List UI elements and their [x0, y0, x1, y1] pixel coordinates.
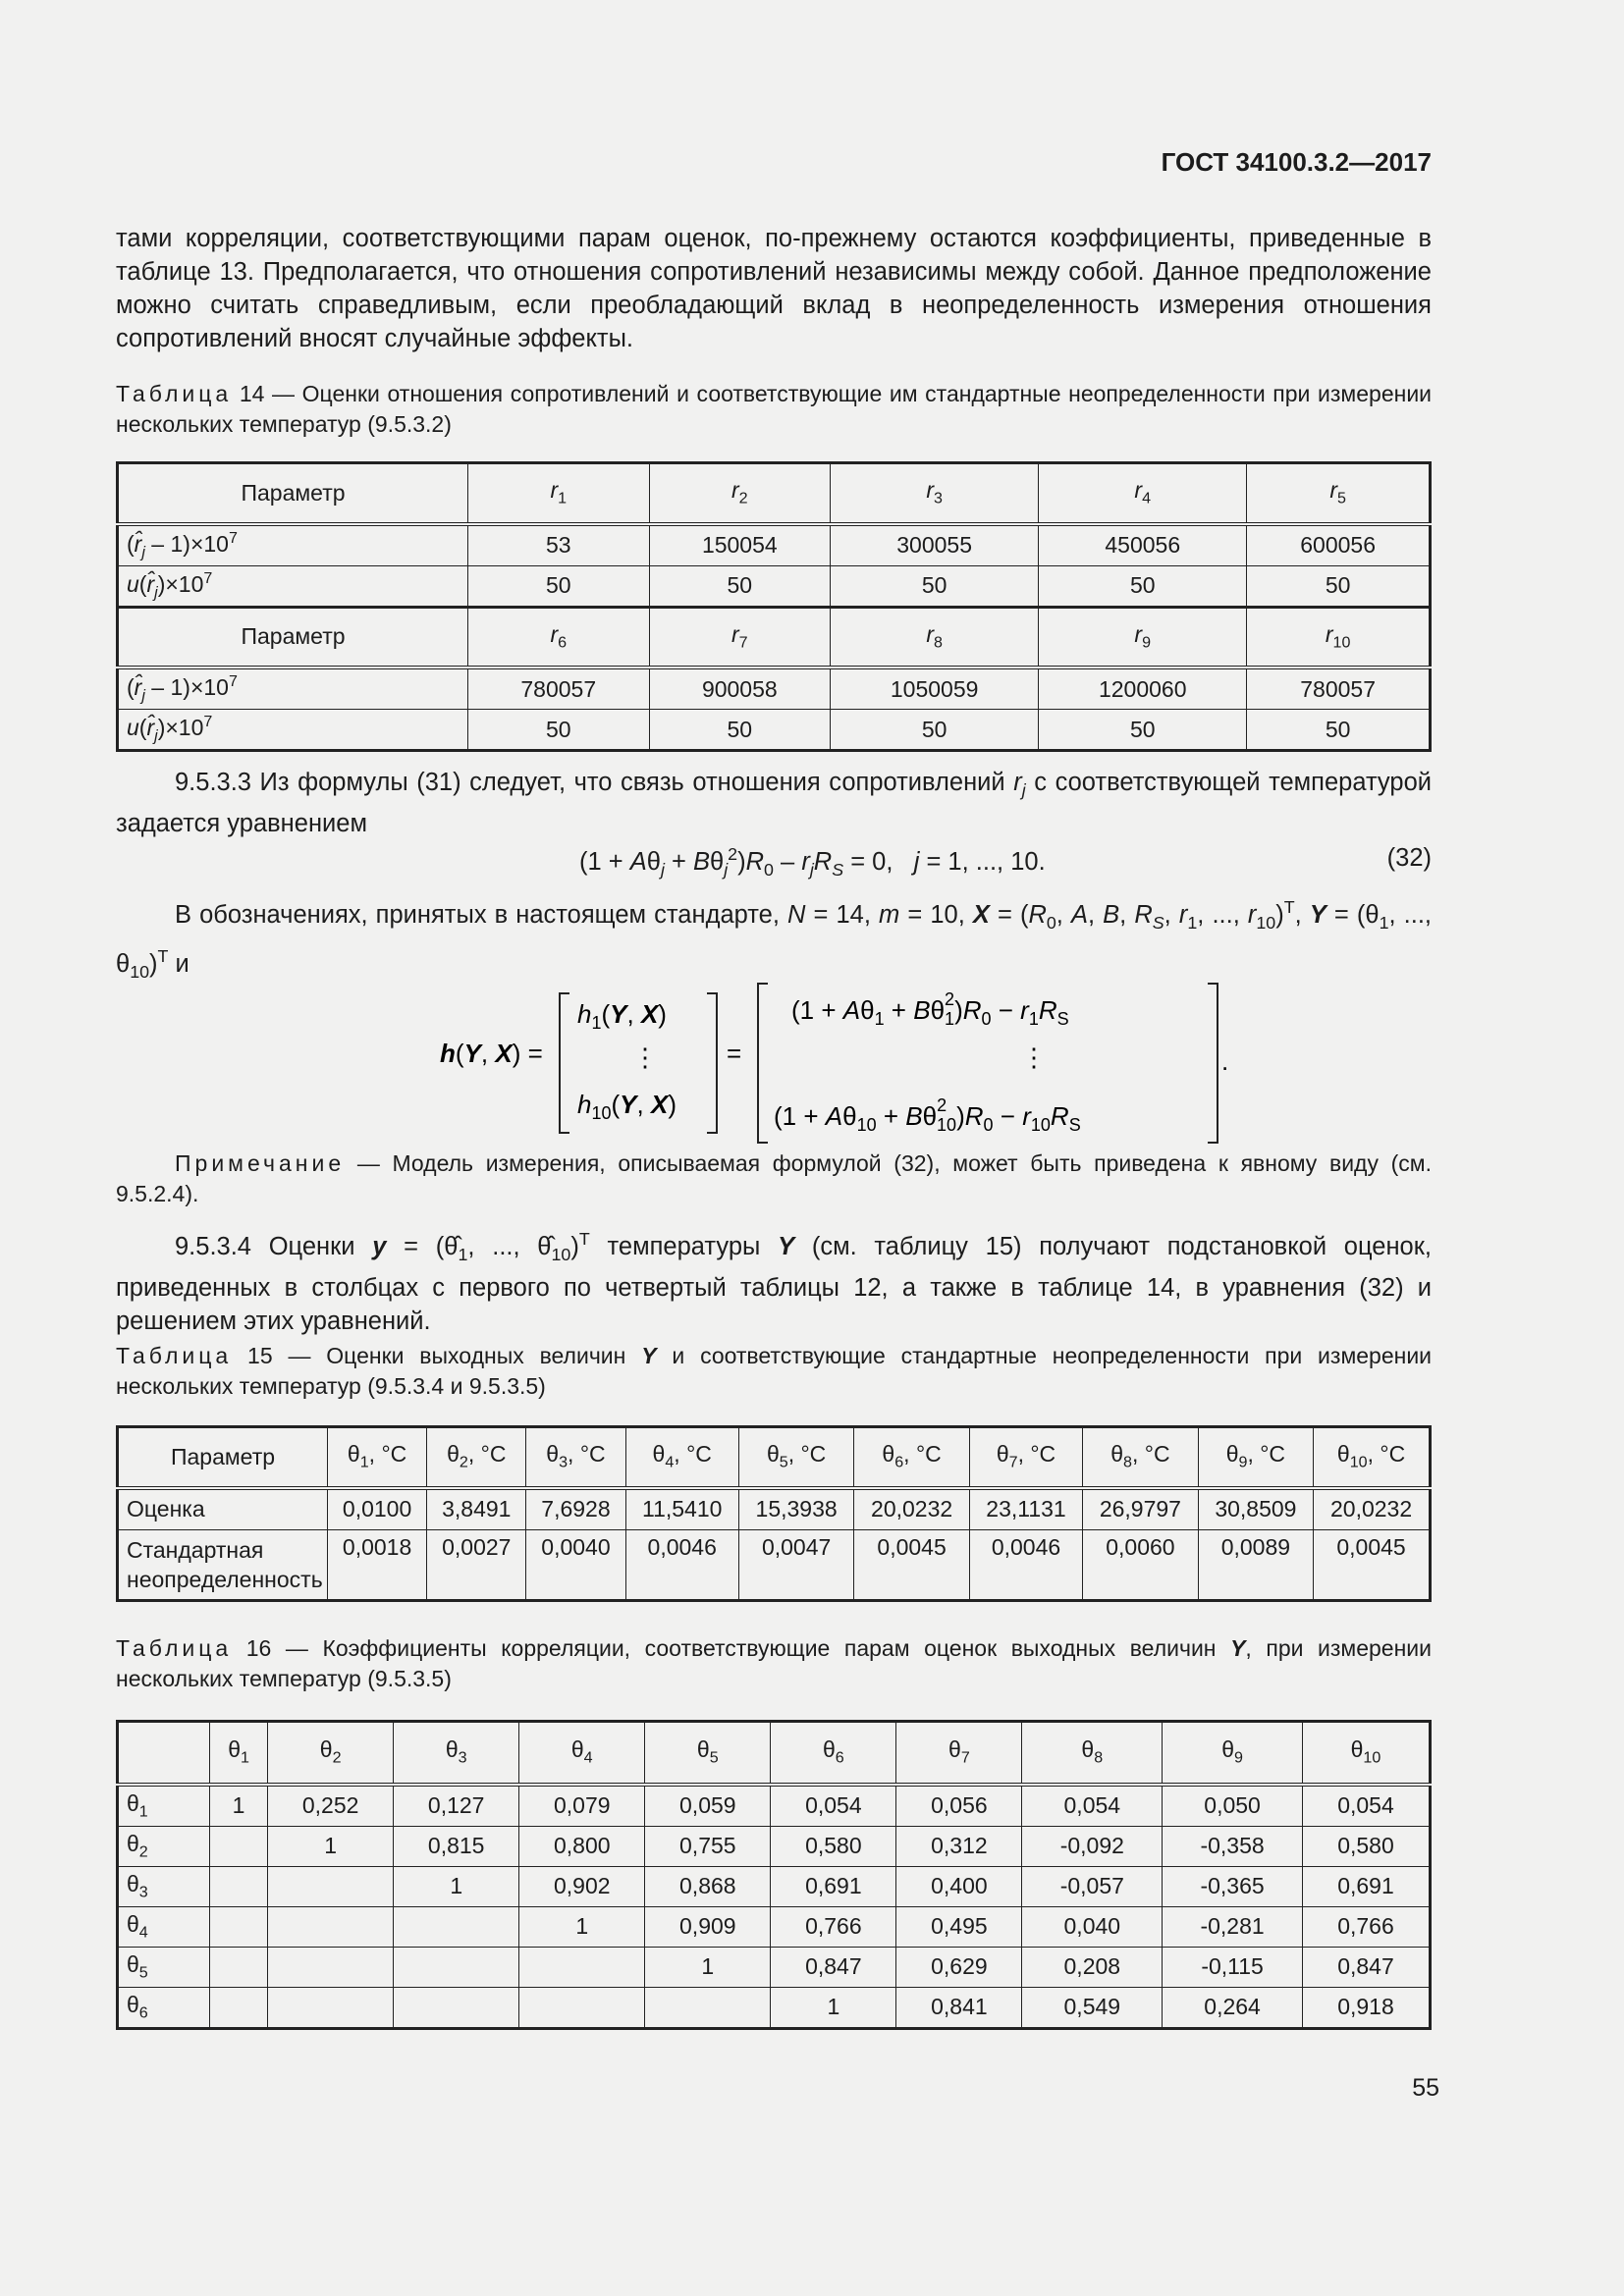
- col-header: $\theta_{10}$, °С: [1314, 1427, 1431, 1488]
- cell: [210, 1947, 268, 1987]
- cell: 50: [1039, 565, 1247, 607]
- cell: -0,358: [1163, 1826, 1303, 1866]
- cell: 0,549: [1022, 1987, 1163, 2028]
- document-header: ГОСТ 34100.3.2—2017: [1161, 147, 1432, 177]
- cell: 0,0060: [1083, 1529, 1198, 1600]
- svg-text:h(Y, X) =: h(Y, X) =: [440, 1039, 543, 1068]
- equation-32: $(1 + A\theta_j + B\theta_j^2)R_0 - r_jR_S = 0$, j = 1, ..., 10.: [579, 844, 1046, 881]
- table14-label: Таблица: [116, 381, 233, 406]
- col-header: $r_3$: [831, 463, 1039, 524]
- svg-text:⋮: ⋮: [1021, 1042, 1047, 1072]
- col-header: $\theta_2$: [268, 1722, 394, 1785]
- cell: 0,050: [1163, 1785, 1303, 1827]
- para-9534-text: 9.5.3.4 Оценки $y = (\thetâ_1$, ..., $\thetâ_{10})^T$ температуры Y (см. таблицу 15) получают подстановкой оценок, приведенных в столбцах с первого по четвертый таблицы 12, а также в таблице 14, в уравнения (32) и решением этих уравнений.: [116, 1229, 1432, 1336]
- cell: 0,0027: [427, 1529, 526, 1600]
- cell: 0,902: [519, 1866, 645, 1906]
- cell: [519, 1947, 645, 1987]
- cell: 150054: [649, 524, 831, 566]
- cell: 23,1131: [969, 1488, 1082, 1530]
- table-row: [118, 1785, 1431, 1827]
- cell: 15,3938: [738, 1488, 853, 1530]
- cell: 0,054: [1022, 1785, 1163, 1827]
- cell: 600056: [1247, 524, 1431, 566]
- intro-paragraph: тами корреляции, соответствующими парам оценок, по-прежнему остаются коэффициенты, приведенные в таблице 13. Предполагается, что отношения сопротивлений независимы между собой. Данное предположение можно считать справедливым, если преобладающий вклад в неопределенность измерения отношения сопротивлений вносят случайные эффекты.: [116, 225, 1432, 352]
- cell: 50: [831, 565, 1039, 607]
- cell: 50: [468, 710, 650, 751]
- cell: 20,0232: [854, 1488, 969, 1530]
- table14-grid: [116, 461, 1432, 752]
- table-row: [118, 1427, 1431, 1488]
- cell: [210, 1826, 268, 1866]
- table16-label: Таблица: [116, 1635, 233, 1661]
- row-label: Оценка: [118, 1488, 328, 1530]
- row-label: $(r̂_j - 1)\times 10^7$: [118, 524, 468, 566]
- table-row: [118, 1866, 1431, 1906]
- note-text: — Модель измерения, описываемая формулой (32), может быть приведена к явному виду (см. 9.5.2.4).: [116, 1150, 1433, 1206]
- cell: 0,0045: [1314, 1529, 1431, 1600]
- table-row: [118, 1826, 1431, 1866]
- table-row: [118, 1722, 1431, 1785]
- para-9533: [116, 766, 1432, 840]
- cell: [394, 1947, 519, 1987]
- col-header: $r_{10}$: [1247, 607, 1431, 667]
- cell: 900058: [649, 667, 831, 710]
- col-header: $\theta_7$: [896, 1722, 1022, 1785]
- col-header: $\theta_2$, °С: [427, 1427, 526, 1488]
- svg-text:(1 + Aθ1 + Bθ12)R0 − r1RS: $(1 + A\theta_1 + B\theta_12)R_0 - r_1R_S$: [791, 989, 1069, 1029]
- cell: 1: [519, 1906, 645, 1947]
- col-header: $r_8$: [831, 607, 1039, 667]
- cell: 30,8509: [1198, 1488, 1313, 1530]
- para-notation-text: В обозначениях, принятых в настоящем стандарте, N = 14, m = 10, $X = (R_0$, A, B, $R_S$, $r_1$, ..., $r_{10})^T$, $Y = (\theta_1$, ..., $\theta_{10})^T$ и: [116, 897, 1433, 983]
- cell: 0,0046: [625, 1529, 738, 1600]
- cell: [210, 1987, 268, 2028]
- cell: 50: [1247, 565, 1431, 607]
- col-header: $\theta_3$: [394, 1722, 519, 1785]
- row-label: $\theta_2$: [118, 1826, 210, 1866]
- page-number: 55: [1412, 2074, 1439, 2102]
- cell: 1200060: [1039, 667, 1247, 710]
- cell: 0,847: [1302, 1947, 1430, 1987]
- param-header: Параметр: [118, 607, 468, 667]
- row-label: $\theta_6$: [118, 1987, 210, 2028]
- table-row: [118, 1906, 1431, 1947]
- note-label: Примечание: [175, 1150, 346, 1176]
- cell: 450056: [1039, 524, 1247, 566]
- table-row: [118, 667, 1431, 710]
- cell: [268, 1987, 394, 2028]
- cell: 50: [649, 565, 831, 607]
- cell: 780057: [468, 667, 650, 710]
- cell: 11,5410: [625, 1488, 738, 1530]
- cell: -0,115: [1163, 1947, 1303, 1987]
- cell: 1: [394, 1866, 519, 1906]
- col-header: $r_2$: [649, 463, 831, 524]
- col-header: $\theta_5$, °С: [738, 1427, 853, 1488]
- cell: 0,755: [645, 1826, 771, 1866]
- cell: [645, 1987, 771, 2028]
- para-notation: [116, 890, 1432, 988]
- cell: [394, 1906, 519, 1947]
- col-header: $r_4$: [1039, 463, 1247, 524]
- cell: 0,208: [1022, 1947, 1163, 1987]
- cell: 0,909: [645, 1906, 771, 1947]
- cell: -0,057: [1022, 1866, 1163, 1906]
- table-row: [118, 1529, 1431, 1600]
- cell: 0,580: [1302, 1826, 1430, 1866]
- col-header: $r_5$: [1247, 463, 1431, 524]
- cell: [268, 1866, 394, 1906]
- cell: 0,056: [896, 1785, 1022, 1827]
- row-label: $u(r̂_j)\times 10^7$: [118, 565, 468, 607]
- col-header: $\theta_{10}$: [1302, 1722, 1430, 1785]
- cell: 0,800: [519, 1826, 645, 1866]
- col-header: $r_9$: [1039, 607, 1247, 667]
- cell: 50: [831, 710, 1039, 751]
- col-header: $\theta_7$, °С: [969, 1427, 1082, 1488]
- param-header: Параметр: [118, 1427, 328, 1488]
- col-header: $\theta_1$, °С: [328, 1427, 427, 1488]
- cell: -0,281: [1163, 1906, 1303, 1947]
- cell: 0,766: [771, 1906, 896, 1947]
- cell: 50: [649, 710, 831, 751]
- svg-text:h10(Y, X): $h_{10}(Y$, X): [577, 1090, 677, 1123]
- table14-caption-text: 14 — Оценки отношения сопротивлений и соответствующие им стандартные неопределенности при измерении нескольких температур (9.5.3.2): [116, 381, 1433, 437]
- row-label: $(r̂_j - 1)\times 10^7$: [118, 667, 468, 710]
- cell: 0,766: [1302, 1906, 1430, 1947]
- cell: 0,252: [268, 1785, 394, 1827]
- svg-text:=: =: [727, 1039, 742, 1068]
- svg-text:(1 + Aθ10 + Bθ102)R0 − r10RS: ($1 + A\theta_{10} + B\theta_{10}2$ )$R_0 - r_{10}R_S$: [774, 1095, 1081, 1135]
- row-label: Стандартная неопределенность: [118, 1529, 328, 1600]
- cell: 0,0018: [328, 1529, 427, 1600]
- cell: 0,0045: [854, 1529, 969, 1600]
- cell: 20,0232: [1314, 1488, 1431, 1530]
- col-header: $\theta_6$, °С: [854, 1427, 969, 1488]
- cell: 780057: [1247, 667, 1431, 710]
- cell: 0,580: [771, 1826, 896, 1866]
- col-header: $\theta_3$, °С: [526, 1427, 625, 1488]
- col-header: $r_1$: [468, 463, 650, 524]
- svg-text:h1(Y, X): $h_1(Y$, X): [577, 999, 667, 1033]
- table-row: [118, 1947, 1431, 1987]
- cell: 0,629: [896, 1947, 1022, 1987]
- cell: 0,079: [519, 1785, 645, 1827]
- col-header: $\theta_5$: [645, 1722, 771, 1785]
- cell: 1050059: [831, 667, 1039, 710]
- cell: 1: [268, 1826, 394, 1866]
- col-header: $\theta_1$: [210, 1722, 268, 1785]
- cell: [210, 1866, 268, 1906]
- corner-cell: [118, 1722, 210, 1785]
- row-label: $\theta_5$: [118, 1947, 210, 1987]
- row-label: $\theta_1$: [118, 1785, 210, 1827]
- cell: 0,815: [394, 1826, 519, 1866]
- cell: 0,0046: [969, 1529, 1082, 1600]
- col-header: $\theta_4$, °С: [625, 1427, 738, 1488]
- equation-number: (32): [1386, 844, 1432, 872]
- table15-label: Таблица: [116, 1343, 233, 1368]
- cell: 0,059: [645, 1785, 771, 1827]
- table-row: [118, 1987, 1431, 2028]
- cell: 300055: [831, 524, 1039, 566]
- col-header: $\theta_4$: [519, 1722, 645, 1785]
- cell: 1: [645, 1947, 771, 1987]
- col-header: $\theta_8$, °С: [1083, 1427, 1198, 1488]
- table15-grid: [116, 1425, 1432, 1602]
- svg-text:.: .: [1221, 1046, 1229, 1076]
- table14: [116, 461, 1432, 752]
- svg-text:⋮: ⋮: [632, 1042, 658, 1072]
- h-vector-equation: [440, 982, 1229, 1144]
- cell: 50: [1039, 710, 1247, 751]
- cell: 0,400: [896, 1866, 1022, 1906]
- table-row: [118, 463, 1431, 524]
- cell: 1: [210, 1785, 268, 1827]
- col-header: $\theta_6$: [771, 1722, 896, 1785]
- intro-block: [116, 222, 1432, 355]
- cell: 0,127: [394, 1785, 519, 1827]
- para-9533-text: 9.5.3.3 Из формулы (31) следует, что связь отношения сопротивлений $r_j$ с соответствующей температурой задается уравнением: [116, 769, 1433, 838]
- param-header: Параметр: [118, 463, 468, 524]
- cell: [210, 1906, 268, 1947]
- cell: [519, 1987, 645, 2028]
- cell: -0,365: [1163, 1866, 1303, 1906]
- cell: [394, 1987, 519, 2028]
- table15: [116, 1425, 1432, 1602]
- cell: 3,8491: [427, 1488, 526, 1530]
- table14-caption: [116, 379, 1432, 440]
- cell: [268, 1906, 394, 1947]
- cell: 0,918: [1302, 1987, 1430, 2028]
- table16-grid: [116, 1720, 1432, 2030]
- table16-caption: Таблица 16 — Коэффициенты корреляции, соответствующие парам оценок выходных величин Y, при измерении нескольких температур (9.5.3.5): [116, 1635, 1432, 1691]
- table16: [116, 1720, 1432, 2030]
- col-header: $r_6$: [468, 607, 650, 667]
- cell: 7,6928: [526, 1488, 625, 1530]
- cell: 53: [468, 524, 650, 566]
- note-block: [116, 1148, 1432, 1209]
- table-row: [118, 710, 1431, 751]
- cell: 0,040: [1022, 1906, 1163, 1947]
- cell: [268, 1947, 394, 1987]
- col-header: $r_7$: [649, 607, 831, 667]
- cell: -0,092: [1022, 1826, 1163, 1866]
- cell: 0,0100: [328, 1488, 427, 1530]
- table-row: [118, 565, 1431, 607]
- table15-caption: Таблица 15 — Оценки выходных величин Y и соответствующие стандартные неопределенности при измерении нескольких температур (9.5.3.4 и 9.5.3.5): [116, 1343, 1433, 1399]
- cell: 0,868: [645, 1866, 771, 1906]
- cell: 0,0089: [1198, 1529, 1313, 1600]
- table-row: [118, 607, 1431, 667]
- cell: 0,0047: [738, 1529, 853, 1600]
- cell: 0,054: [771, 1785, 896, 1827]
- col-header: $\theta_9$, °С: [1198, 1427, 1313, 1488]
- cell: 0,841: [896, 1987, 1022, 2028]
- table-row: [118, 524, 1431, 566]
- row-label: $\theta_3$: [118, 1866, 210, 1906]
- cell: 1: [771, 1987, 896, 2028]
- row-label: $\theta_4$: [118, 1906, 210, 1947]
- cell: 0,054: [1302, 1785, 1430, 1827]
- cell: 0,264: [1163, 1987, 1303, 2028]
- cell: 0,312: [896, 1826, 1022, 1866]
- row-label: $u(r̂_j)\times 10^7$: [118, 710, 468, 751]
- cell: 0,847: [771, 1947, 896, 1987]
- cell: 0,0040: [526, 1529, 625, 1600]
- cell: 0,691: [771, 1866, 896, 1906]
- col-header: $\theta_9$: [1163, 1722, 1303, 1785]
- cell: 0,495: [896, 1906, 1022, 1947]
- table-row: [118, 1488, 1431, 1530]
- cell: 26,9797: [1083, 1488, 1198, 1530]
- cell: 50: [1247, 710, 1431, 751]
- para-9534: [116, 1222, 1432, 1338]
- cell: 50: [468, 565, 650, 607]
- cell: 0,691: [1302, 1866, 1430, 1906]
- col-header: $\theta_8$: [1022, 1722, 1163, 1785]
